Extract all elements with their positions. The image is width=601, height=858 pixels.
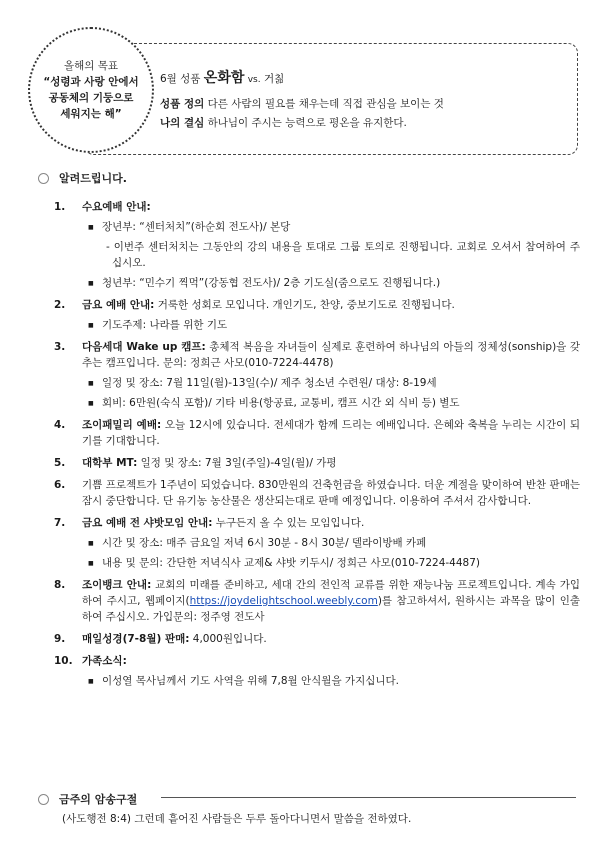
memory-verse-heading bbox=[38, 791, 137, 807]
heading-rule bbox=[161, 797, 576, 798]
circle-bullet-icon bbox=[38, 794, 49, 805]
virtue-heading bbox=[160, 67, 284, 87]
virtue-vs: vs. bbox=[247, 75, 261, 85]
item-text: 오늘 12시에 있습니다. 전세대가 함께 드리는 예배입니다. 은혜와 축복을 누리는 시간이 되기를 기대합니다. bbox=[82, 419, 580, 447]
item-text: 기쁨 프로젝트가 1주년이 되었습니다. 830만원의 건축헌금을 하였습니다. 더운 계절을 맞이하여 반찬 판매는 잠시 중단합니다. 단 유기농 농산물은 생산되는대로 판매 예정입니다. 이용하여 주셔서 감사합니다. bbox=[82, 479, 580, 507]
item-text: 교회의 미래를 준비하고, 세대 간의 전인적 교류를 위한 재능나눔 프로젝트입니다. 계속 가입하여 주시고, 웹페이지( bbox=[82, 579, 580, 607]
announcements-heading-text: 알려드립니다. bbox=[59, 172, 127, 185]
virtue-resolution-text: 하나님이 주시는 능력으로 평온을 유지한다. bbox=[207, 117, 407, 129]
virtue-definition-label: 성품 정의 bbox=[160, 98, 205, 110]
item-number: 1. bbox=[54, 201, 66, 213]
announcement-item bbox=[54, 417, 580, 449]
announcements-heading bbox=[38, 170, 127, 186]
announcement-item bbox=[54, 339, 580, 411]
item-title: 조이뱅크 안내: bbox=[82, 579, 152, 591]
item-number: 10. bbox=[54, 655, 73, 667]
item-number: 8. bbox=[54, 579, 66, 591]
item-title: 매일성경(7-8월) 판매: bbox=[82, 633, 190, 645]
announcement-item bbox=[54, 477, 580, 509]
announcement-item bbox=[54, 199, 580, 291]
item-title: 금요 예배 안내: bbox=[82, 299, 155, 311]
item-text: 거룩한 성회로 모입니다. 개인기도, 찬양, 중보기도로 진행됩니다. bbox=[154, 299, 455, 311]
goal-line-3: 세워지는 해” bbox=[60, 108, 122, 120]
item-number: 2. bbox=[54, 299, 66, 311]
item-text: 총체적 복음을 자녀들이 실제로 훈련하여 하나님의 아들의 정체성(sonship)을 갖추는 캠프입니다. 문의: 정희근 사모(010-7224-4478) bbox=[82, 341, 580, 369]
item-number: 5. bbox=[54, 457, 66, 469]
item-sub: ■ 이성열 목사님께서 기도 사역을 위해 7,8월 안식월을 가지십니다. bbox=[82, 673, 580, 689]
goal-line-2: 공동체의 기둥으로 bbox=[48, 92, 134, 104]
item-text: 4,000원입니다. bbox=[189, 633, 267, 645]
item-title: 조이패밀리 예배: bbox=[82, 419, 162, 431]
memory-verse-text: (사도행전 8:4) 그런데 흩어진 사람들은 두루 돌아다니면서 말씀을 전하였다. bbox=[62, 813, 412, 825]
item-sub: ■ 기도주제: 나라를 위한 기도 bbox=[82, 317, 580, 333]
virtue-name: 온화함 bbox=[203, 70, 245, 86]
item-number: 7. bbox=[54, 517, 66, 529]
announcement-item bbox=[54, 653, 580, 689]
item-title: 금요 예배 전 샤밧모임 안내: bbox=[82, 517, 213, 529]
item-title: 다음세대 Wake up 캠프: bbox=[82, 341, 206, 353]
item-text: 일정 및 장소: 7월 3일(주일)-4일(월)/ 가평 bbox=[137, 457, 337, 469]
goal-line-1: “성령과 사랑 안에서 bbox=[43, 76, 139, 88]
item-title: 가족소식: bbox=[82, 655, 127, 667]
virtue-definition-text: 다른 사람의 필요를 채우는데 직접 관심을 보이는 것 bbox=[207, 98, 444, 110]
virtue-definition bbox=[160, 96, 444, 111]
virtue-resolution bbox=[160, 115, 407, 130]
item-sub: ■ 청년부: “민수기 찍먹”(강동협 전도사)/ 2층 기도실(줌으로도 진행됩니다.) bbox=[82, 275, 580, 291]
item-sub: ■ 회비: 6만원(숙식 포함)/ 기타 비용(항공료, 교통비, 캠프 시간 외 식비 등) 별도 bbox=[82, 395, 580, 411]
item-number: 4. bbox=[54, 419, 66, 431]
virtue-resolution-label: 나의 결심 bbox=[160, 117, 205, 129]
item-text-after: )를 참고하셔서, 원하시는 과목을 많이 인출하여 주십시오. 가입문의: 정주영 전도사 bbox=[82, 595, 580, 623]
circle-bullet-icon bbox=[38, 173, 49, 184]
virtue-month-label: 6월 성품 bbox=[160, 73, 201, 85]
item-number: 6. bbox=[54, 479, 66, 491]
goal-title: 올해의 목표 bbox=[63, 60, 119, 72]
announcement-item bbox=[54, 515, 580, 571]
item-text: 누구든지 올 수 있는 모임입니다. bbox=[212, 517, 365, 529]
item-number: 3. bbox=[54, 341, 66, 353]
memory-verse-heading-text: 금주의 암송구절 bbox=[59, 793, 138, 806]
announcement-item bbox=[54, 631, 580, 647]
announcement-item bbox=[54, 297, 580, 333]
announcement-item bbox=[54, 577, 580, 625]
announcement-list bbox=[54, 199, 580, 695]
yearly-goal-badge bbox=[28, 27, 154, 153]
item-sub: ■ 내용 및 문의: 간단한 저녁식사 교제& 샤밧 키두시/ 정희근 사모(010-7224-4487) bbox=[82, 555, 580, 571]
item-sub: ■ 장년부: “센터처치”(하순회 전도사)/ 본당 bbox=[82, 219, 580, 235]
item-sub: ■ 시간 및 장소: 매주 금요일 저녁 6시 30분 - 8시 30분/ 델라이방배 카페 bbox=[82, 535, 580, 551]
item-title: 수요예배 안내: bbox=[82, 201, 151, 213]
virtue-opposite: 거칢 bbox=[263, 73, 285, 85]
item-number: 9. bbox=[54, 633, 66, 645]
announcement-item bbox=[54, 455, 580, 471]
item-note: - 이번주 센터처치는 그동안의 강의 내용을 토대로 그룹 토의로 진행됩니다. 교회로 오셔서 참여하여 주십시오. bbox=[106, 241, 580, 269]
joybank-webpage-link[interactable]: https://joydelightschool.weebly.com bbox=[189, 595, 378, 607]
item-sub: ■ 일정 및 장소: 7월 11일(월)-13일(수)/ 제주 청소년 수련원/ 대상: 8-19세 bbox=[82, 375, 580, 391]
item-title: 대학부 MT: bbox=[82, 457, 138, 469]
